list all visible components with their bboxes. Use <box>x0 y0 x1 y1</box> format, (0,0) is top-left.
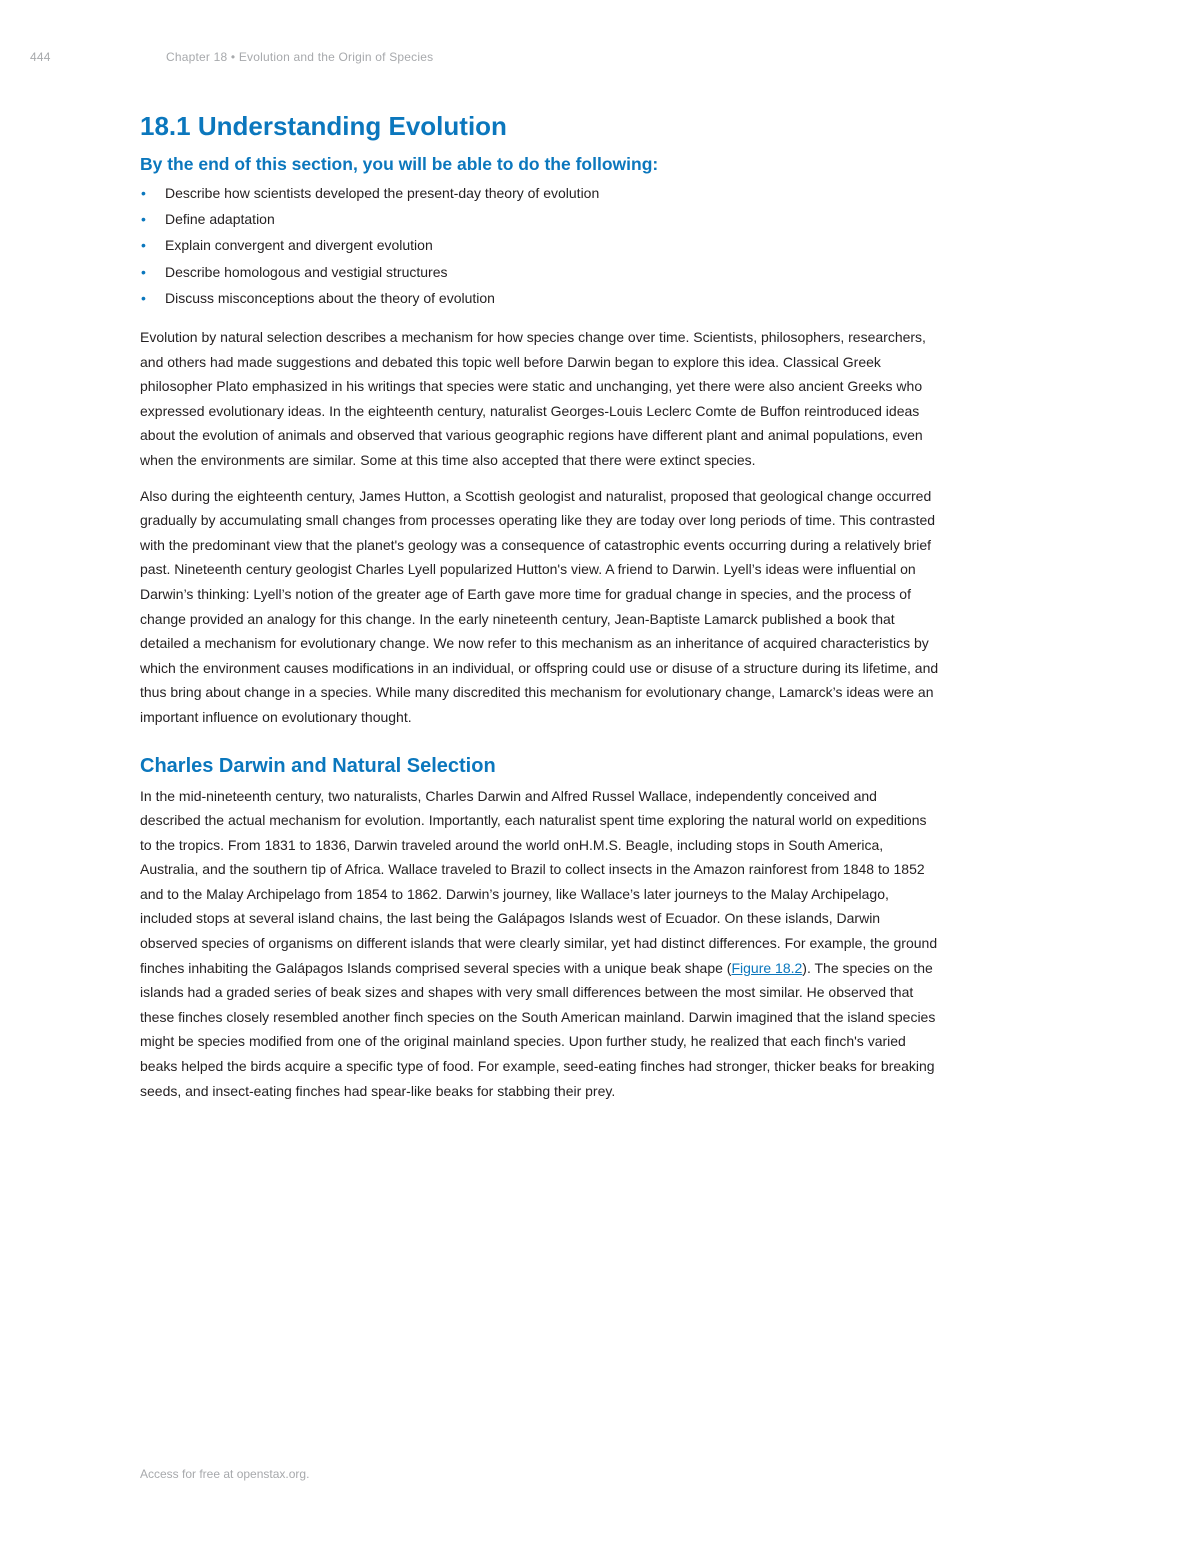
learning-objective <box>140 180 940 206</box>
figure-link[interactable]: Figure 18.2 <box>731 959 803 976</box>
paragraph-text: ). The species on the islands had a graded series of beak sizes and shapes with very small differences between the most similar. He observed that these finches closely resembled another finch species on the South American mainland. Darwin imagined that the island species might be species modified from one of the original mainland species. Upon further study, he realized that each finch's varied beaks helped the birds acquire a specific type of food. For example, seed-eating finches had stronger, thicker beaks for breaking seeds, and insect-eating finches had spear-like beaks for stabbing their prey. <box>140 959 936 1099</box>
body-paragraph: Also during the eighteenth century, James Hutton, a Scottish geologist and naturalist, proposed that geological change occurred gradually by accumulating small changes from processes operating like they are today over long periods of time. This contrasted with the predominant view that the planet's geology was a consequence of catastrophic events occurring during a relatively brief past. Nineteenth century geologist Charles Lyell popularized Hutton's view. A friend to Darwin. Lyell’s ideas were influential on Darwin’s thinking: Lyell’s notion of the greater age of Earth gave more time for gradual change in species, and the process of change provided an analogy for this change. In the early nineteenth century, Jean-Baptiste Lamarck published a book that detailed a mechanism for evolutionary change. We now refer to this mechanism as an inheritance of acquired characteristics by which the environment causes modifications in an individual, or offspring could use or disuse of a structure during its lifetime, and thus bring about change in a species. While many discredited this mechanism for evolutionary change, Lamarck’s ideas were an important influence on evolutionary thought. <box>140 487 939 725</box>
running-footer: Access for free at openstax.org. <box>140 1467 310 1481</box>
learning-objectives-list <box>140 180 940 311</box>
bullet-icon: • <box>141 211 146 228</box>
learning-objective <box>140 285 940 311</box>
bullet-icon: • <box>141 289 146 306</box>
learning-objective-text: Describe how scientists developed the present-day theory of evolution <box>165 185 600 201</box>
body-paragraph <box>140 784 940 1104</box>
learning-objective-text: Discuss misconceptions about the theory of evolution <box>165 289 495 306</box>
learning-objective <box>140 206 940 232</box>
section-title: 18.1 Understanding Evolution <box>140 111 507 141</box>
page-number: 444 <box>30 50 51 64</box>
bullet-icon: • <box>141 237 146 254</box>
learning-objectives-heading: By the end of this section, you will be able to do the following: <box>140 154 659 174</box>
learning-objective-text: Describe homologous and vestigial structures <box>165 263 448 280</box>
learning-objective <box>140 232 940 258</box>
learning-objective-text: Explain convergent and divergent evolution <box>165 237 433 254</box>
bullet-icon: • <box>141 185 146 201</box>
subsection-title: Charles Darwin and Natural Selection <box>140 754 496 777</box>
learning-objective <box>140 259 940 285</box>
paragraph-text: In the mid-nineteenth century, two naturalists, Charles Darwin and Alfred Russel Wallace, independently conceived and described the actual mechanism for evolution. Importantly, each naturalist spent time exploring the natural world on expeditions to the tropics. From 1831 to 1836, Darwin traveled around the world onH.M.S. Beagle, including stops in South America, Australia, and the southern tip of Africa. Wallace traveled to Brazil to collect insects in the Amazon rainforest from 1848 to 1852 and to the Malay Archipelago from 1854 to 1862. Darwin’s journey, like Wallace’s later journeys to the Malay Archipelago, included stops at several island chains, the last being the Galápagos Islands west of Ecuador. On these islands, Darwin observed species of organisms on different islands that were clearly similar, yet had distinct differences. For example, the ground finches inhabiting the Galápagos Islands comprised several species with a unique beak shape ( <box>140 787 938 976</box>
main-content <box>140 108 940 1114</box>
body-paragraph: Evolution by natural selection describes a mechanism for how species change over time. Scientists, philosophers, researchers, and others had made suggestions and debated this topic well before Darwin began to explore this idea. Classical Greek philosopher Plato emphasized in his writings that species were static and unchanging, yet there were also ancient Greeks who expressed evolutionary ideas. In the eighteenth century, naturalist Georges-Louis Leclerc Comte de Buffon reintroduced ideas about the evolution of animals and observed that various geographic regions have different plant and animal populations, even when the environments are similar. Some at this time also accepted that there were extinct species. <box>140 329 926 468</box>
chapter-label: Chapter 18 • Evolution and the Origin of Species <box>166 50 434 64</box>
bullet-icon: • <box>141 263 146 280</box>
learning-objective-text: Define adaptation <box>165 211 275 228</box>
